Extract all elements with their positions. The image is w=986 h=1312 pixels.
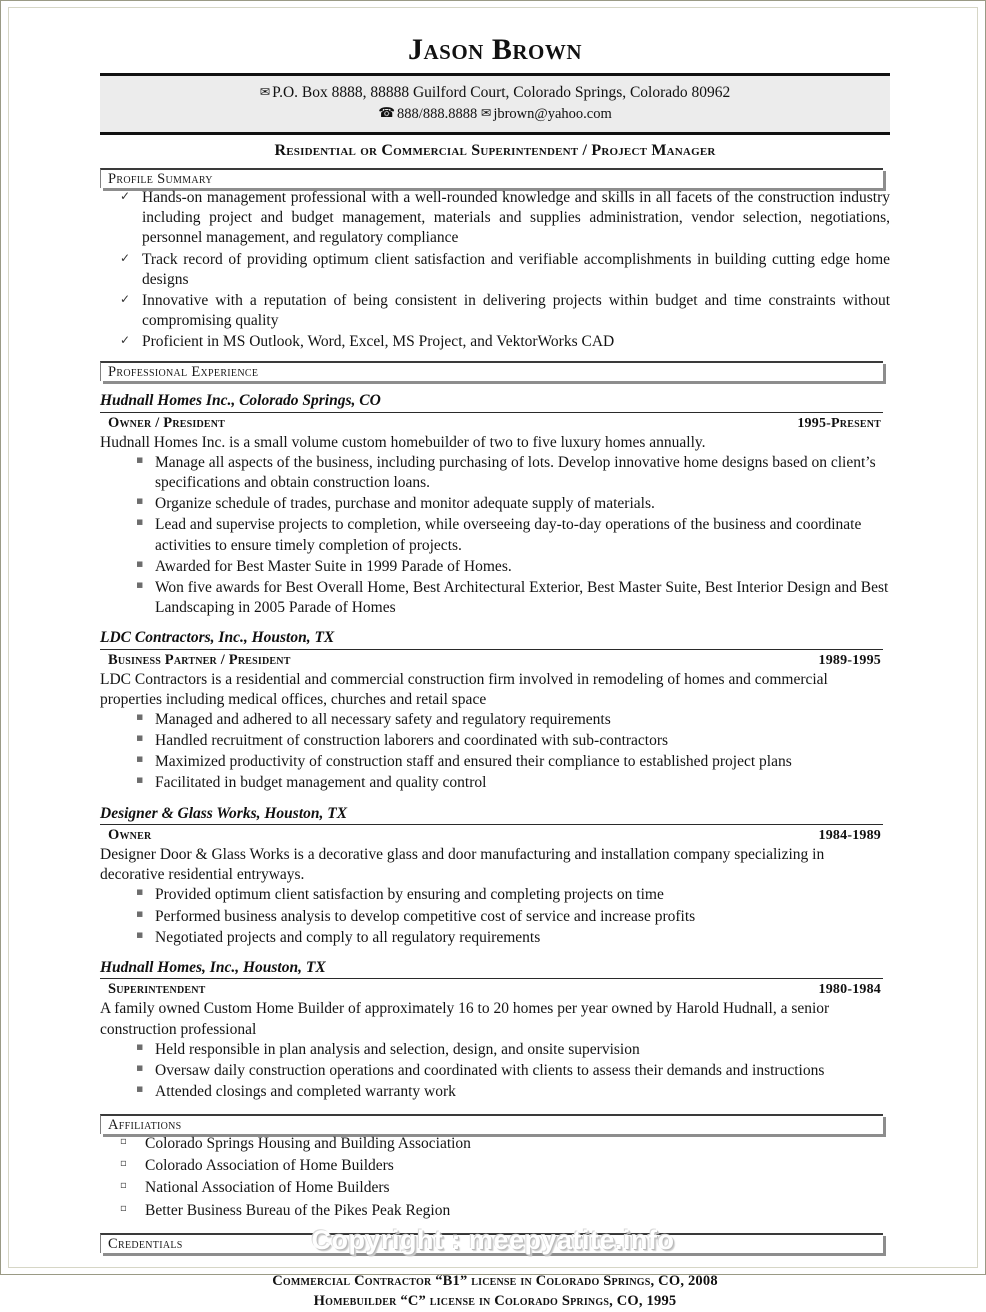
list-item [100,453,890,493]
contact-email: jbrown@yahoo.com [493,106,612,122]
hollow-square-bullet-icon: ▫ [120,1136,127,1148]
square-bullet-icon: ▪ [136,494,144,508]
list-item [100,710,890,730]
square-bullet-icon: ▪ [136,731,144,745]
list-item-text: Held responsible in plan analysis and selection, design, and onsite supervision [155,1040,640,1058]
list-item-text: Organize schedule of trades, purchase and monitor adequate supply of materials. [155,495,655,513]
list-item [100,752,890,772]
checkmark-icon: ✓ [120,250,131,265]
list-item [100,291,890,331]
telephone-icon: ☎ [378,105,396,121]
list-item [100,332,890,352]
list-item [100,494,890,514]
section-title-text: Profile Summary [108,171,213,188]
list-item-text: Better Business Bureau of the Pikes Peak Region [145,1201,451,1219]
list-item-text: Hands-on management professional with a well-rounded knowledge and skills in all facets of the construction industry including project and budget management, materials and supplies administration, vendor selection, negotiations, personnel management, and regulatory compliance [142,189,890,247]
job-company: Hudnall Homes, Inc., Houston, TX [100,959,883,980]
square-bullet-icon: ▪ [136,577,144,591]
job-company: Designer & Glass Works, Houston, TX [100,805,883,826]
section-title-text: Professional Experience [108,364,259,381]
list-item [100,885,890,905]
profile-summary-list [100,188,890,352]
target-job-title: Residential or Commercial Superintendent / Project Manager [274,141,716,159]
list-item-text: Oversaw daily construction operations and coordinated with clients to assess their demands and instructions [155,1061,825,1079]
list-item [100,1061,890,1081]
job-summary: Designer Door & Glass Works is a decorative glass and door manufacturing and installation company specializing in decorative residential entryways. [100,846,825,884]
copyright-watermark: Copyright : meepyatite.info [311,1225,675,1255]
list-item [100,928,890,948]
checkmark-icon: ✓ [120,291,131,306]
list-item-text: Track record of providing optimum client satisfaction and verifiable accomplishments in building cutting edge home designs [142,250,890,288]
list-item [100,731,890,751]
checkmark-icon: ✓ [120,333,131,348]
list-item-text: Negotiated projects and comply to all regulatory requirements [155,928,541,946]
list-item-text: Innovative with a reputation of being consistent in delivering projects within budget and time constraints without compromising quality [142,291,890,330]
list-item [100,515,890,555]
list-item-text: Proficient in MS Outlook, Word, Excel, MS Project, and VektorWorks CAD [142,333,615,351]
square-bullet-icon: ▪ [136,515,144,529]
list-item [100,1201,890,1221]
experience-entry [100,959,890,1102]
contact-block [100,73,890,135]
list-item-text: Managed and adhered to all necessary safety and regulatory requirements [155,711,611,729]
job-dates: 1984-1989 [818,828,881,844]
list-item [100,250,890,290]
list-item-text: Facilitated in budget management and quality control [155,774,487,792]
list-item [100,1134,890,1154]
square-bullet-icon: ▪ [136,1082,144,1096]
job-role: Owner / President [108,414,226,431]
square-bullet-icon: ▪ [136,773,144,787]
affiliations-list [100,1134,890,1221]
section-header-profile-summary [100,168,883,188]
hollow-square-bullet-icon: ▫ [120,1158,127,1170]
job-role-row [100,825,883,844]
list-item [100,188,890,248]
job-role-row [100,413,883,432]
list-item-text: Manage all aspects of the business, including purchasing of lots. Develop innovative home designs based on client’s specifications and obtain construction loans. [155,454,876,492]
list-item [100,1082,890,1102]
contact-address: P.O. Box 8888, 88888 Guilford Court, Colorado Springs, Colorado 80962 [272,84,731,101]
job-bullet-list [100,885,890,947]
list-item [100,907,890,927]
list-item-text: Colorado Springs Housing and Building Association [145,1135,471,1153]
section-header-affiliations [100,1114,883,1134]
experience-entry [100,805,890,948]
job-bullet-list [100,453,890,618]
list-item-text: Lead and supervise projects to completion, while overseeing day-to-day operations of the business and coordinate activities to ensure timely completion of projects. [155,516,862,554]
square-bullet-icon: ▪ [136,906,144,920]
job-role-row [100,650,883,669]
section-header-professional-experience [100,361,883,381]
job-role: Business Partner / President [108,651,291,668]
credential-line: Commercial Contractor “B1” license in Colorado Springs, CO, 2008 [272,1272,718,1289]
list-item [100,578,890,618]
job-company: LDC Contractors, Inc., Houston, TX [100,629,883,650]
job-role: Superintendent [108,981,206,998]
job-dates: 1995-Present [797,415,881,431]
contact-phone: 888/888.8888 [397,106,478,122]
job-summary: A family owned Custom Home Builder of approximately 16 to 20 homes per year owned by Harold Hudnall, a senior construction professional [100,1000,830,1038]
job-company: Hudnall Homes Inc., Colorado Springs, CO [100,392,883,413]
checkmark-icon: ✓ [120,189,131,204]
square-bullet-icon: ▪ [136,710,144,724]
list-item [100,1178,890,1198]
job-dates: 1980-1984 [818,982,881,998]
experience-entry [100,629,890,793]
list-item-text: Colorado Association of Home Builders [145,1157,394,1175]
list-item-text: Attended closings and completed warranty work [155,1083,456,1101]
job-role-row [100,979,883,998]
list-item-text: Provided optimum client satisfaction by ensuring and completing projects on time [155,886,664,904]
resume-content [100,35,890,1312]
contact-phone-email-line [100,104,890,125]
list-item-text: Performed business analysis to develop competitive cost of service and increase profits [155,907,696,925]
envelope-icon-email: ✉ [480,105,492,120]
square-bullet-icon: ▪ [136,1039,144,1053]
job-dates: 1989-1995 [818,652,881,668]
section-title-text: Credentials [108,1235,183,1252]
job-role: Owner [108,827,152,844]
job-summary: Hudnall Homes Inc. is a small volume custom homebuilder of two to five luxury homes annually. [100,433,706,451]
credential-line: Homebuilder “C” license in Colorado Springs, CO, 1995 [313,1293,677,1310]
square-bullet-icon: ▪ [136,556,144,570]
list-item [100,773,890,793]
square-bullet-icon: ▪ [136,927,144,941]
job-summary: LDC Contractors is a residential and commercial construction firm involved in remodeling of homes and commercial properties including medical offices, churches and retail space [100,670,828,708]
envelope-icon: ✉ [259,84,271,99]
section-title-text: Affiliations [108,1117,182,1134]
square-bullet-icon: ▪ [136,752,144,766]
square-bullet-icon: ▪ [136,1060,144,1074]
section-header-credentials [100,1233,883,1253]
list-item [100,557,890,577]
square-bullet-icon: ▪ [136,453,144,467]
credentials-block [100,1271,890,1312]
candidate-name: Jason Brown [407,33,583,66]
contact-address-line [100,82,890,104]
list-item-text: National Association of Home Builders [145,1179,390,1197]
hollow-square-bullet-icon: ▫ [120,1180,127,1192]
job-bullet-list [100,1040,890,1102]
list-item-text: Won five awards for Best Overall Home, Best Architectural Exterior, Best Master Suite, Best Interior Design and Best Landscaping in 2005 Parade of Homes [155,578,889,617]
list-item [100,1156,890,1176]
job-bullet-list [100,710,890,794]
list-item-text: Awarded for Best Master Suite in 1999 Parade of Homes. [155,557,512,575]
list-item-text: Maximized productivity of construction staff and ensured their compliance to established project plans [155,753,792,771]
square-bullet-icon: ▪ [136,885,144,899]
list-item-text: Handled recruitment of construction laborers and coordinated with sub-contractors [155,732,669,750]
experience-entry [100,392,890,618]
hollow-square-bullet-icon: ▫ [120,1202,127,1214]
list-item [100,1040,890,1060]
